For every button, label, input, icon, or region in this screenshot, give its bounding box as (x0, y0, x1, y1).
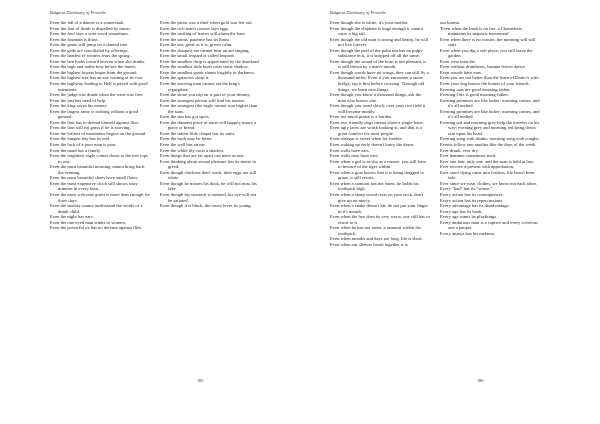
proverb-entry: Ever one hair, only one, and the man is bald at last. (440, 158, 534, 164)
proverb-entry: Even the hardest of winters fears the spring. (50, 53, 131, 59)
proverb-entry: Even the maid has a family. (50, 147, 101, 153)
proverb-entry: Even the lion will eat grass if he is starving. (50, 125, 131, 131)
proverb-entry: Even though she is white, it's your mother. (330, 20, 409, 25)
proverb-entry: Even the highest towers begin from the ground. (50, 69, 138, 75)
proverb-entry: Even the one-eyed man winks to women. (50, 219, 126, 225)
proverb-entry: Even when he has not eaten, a samurai wields his toothpick. (330, 225, 421, 236)
proverb-entry: Even the fool says a wise word sometimes. (50, 31, 130, 37)
proverb-entry: Even without drumbeats, banana leaves dance. (440, 64, 526, 70)
proverb-entry: Even the most beautiful shoes have small flaws. (50, 175, 139, 181)
proverb-entry: Every age wants its playthings. (440, 214, 498, 220)
proverb-entry: Even the lion has to defend himself against flies. (50, 119, 140, 125)
proverb-entry: Even though the old man is strong and hearty, he will not live forever. (330, 36, 429, 48)
proverb-entry: Even walls have ears. (330, 147, 370, 153)
proverb-entry: Even the fountain is thirst. (50, 36, 99, 42)
proverb-entry: Even ugly faces are worth looking at, and that is a great comfort for most people. (330, 125, 422, 136)
proverb-entry: Even though his stomach is satiated, his eye will not be satiated. (160, 191, 257, 203)
proverb-entry: Evening oats are good morning father. (440, 86, 511, 92)
proverb-entry: Even the sun has got spots. (160, 114, 210, 120)
proverb-entry: Even the fear of death is dispelled by music. (50, 25, 132, 31)
proverb-entry: Even the rich man's rooster lays eggs. (160, 25, 230, 31)
proverb-entry: Even two friendly dogs cannot share a single bone. (330, 119, 424, 125)
proverb-entry: Even the saints' patience has its limits. (160, 36, 231, 42)
proverb-entry: Even the most expensive clock still shows sixty minutes in every hour. (50, 180, 138, 192)
page-number: 185 (197, 378, 204, 383)
proverb-entry: Even though chickens don't wash, their eggs are still white. (160, 169, 257, 181)
proverb-entry: Ever since dying came into fashion, life hasn't been safe. (440, 169, 535, 181)
proverb-entry: Even waking up early doesn't hurry the dawn. (330, 142, 415, 148)
proverb-entry: Every ambitious man is a captive and every covetous one a pauper. (440, 219, 538, 231)
proverb-entry: Even the fall of a dancer is a somersault. (50, 20, 125, 25)
right-page-column-2 (440, 20, 540, 236)
proverb-entry: Even the rustling of leaves will alarm the hare. (160, 31, 246, 37)
proverb-entry: Even the strongest person will find his master. (160, 97, 245, 103)
proverb-entry: Even the white lily casts a shadow. (160, 147, 225, 153)
proverb-entry: Even the highway leading to Hell is paved with good intentions. (50, 81, 148, 92)
proverb-entry: Even when a girl is as shy as a mouse, you still have to beware of the tiger within. (330, 158, 427, 170)
proverb-entry: Even the judge was drunk when the wine was free. (50, 92, 144, 98)
proverb-entry: Even the stone you trip on is part of your destiny. (160, 92, 251, 98)
proverb-entry: Events follow one another like the days of the week. (440, 142, 537, 148)
proverb-entry: Even the small leopard is called leopard. (160, 53, 235, 59)
proverb-entry: Even the king saves his money. (50, 103, 108, 109)
proverb-entry: Even though the elephant is huge enough it cannot carry a big tail. (330, 25, 423, 37)
proverb-entry: Even when there is no rooster, the morning will still start. (440, 36, 536, 48)
proverb-entry: Even the truth may be bitter. (160, 136, 213, 142)
proverb-entry: Every anarya has his melania. (440, 230, 495, 236)
proverb-entry: Even the sparrows chirp it. (160, 75, 210, 81)
proverb-entry: Even vinegar is sweet when for freebie. (330, 136, 403, 142)
running-head: Bulgaria Dictionary of Proverbs (330, 10, 387, 15)
proverb-entry: Even too much praise is a burden. (330, 114, 393, 120)
running-head: Bulgaria Dictionary of Proverbs (50, 10, 107, 15)
proverb-entry: Even the starving man cannot eat the king's regurgitate. (160, 81, 240, 92)
proverb-entry: Even the smallest drop is appreciated by the drunkard. (160, 58, 260, 64)
proverb-entry: Even thinking about sexual pleasure has its motto in greed. (160, 158, 256, 170)
proverb-entry: Even when the hoe does its very worst, one still has to resort to it. (330, 214, 430, 225)
proverb-entry: Even the tiniest little chapel has its saint. (160, 130, 236, 136)
proverb-entry: Even the most welcome guest is more than enough for three days. (50, 191, 150, 203)
proverb-entry: Ever drunk, ever dry. (440, 147, 479, 153)
proverb-entry: 'Even when the bush is on fire, a Chameleon maintains its majestic movement' (440, 25, 522, 37)
proverb-entry: Every action has its repercussions. (440, 197, 504, 203)
proverb-entry: Ever since we wear clothes, we know not each other. (440, 180, 538, 186)
proverb-entry: Even the luck of a poor man is poor. (50, 142, 117, 148)
proverb-entry: Even the priest was a thief when gold was left out. (160, 20, 253, 25)
proverb-entry: Even your dog knows the homes of your friends. (440, 81, 530, 87)
proverb-entry: Even when a snake doesn't bit, do not put your finger in it's mouth. (330, 203, 428, 214)
proverb-entry: Even the most beautiful morning cannot bring back the evening. (50, 164, 145, 175)
proverb-entry: Even the sharpest ear cannot hear an ant singing. (160, 47, 250, 53)
proverb-entry: Even the smallest spark shines brightly in darkness. (160, 69, 255, 75)
proverb-entry: Even woods have ears. (440, 69, 483, 75)
proverb-entry: Even when you dig a soft place, you still leave the garden. (440, 47, 533, 59)
proverb-entry: Even the smallest little bush casts some shadow. (160, 64, 249, 70)
proverb-entry: Evening Orts is good morning-father. (440, 92, 509, 98)
proverb-entry: Even you are not better than the linen of Drako's wife. (440, 75, 540, 81)
proverb-entry: Even the night has ears. (50, 214, 94, 220)
proverb-entry: Even though the sound of the horn is not pleasant, it is still blown by a man's mouth. (330, 58, 426, 70)
proverb-entry: Evening promises are like butter: morning comes, and it's all melted. (440, 108, 540, 120)
proverb-entry: Even when a sharp sword rests on your neck, don't give up on mercy. (330, 191, 424, 203)
proverb-entry: Even the highest tree has an axe waiting at its root. (50, 75, 144, 81)
proverb-entry: Every advantage has its disadvantage. (440, 203, 510, 209)
proverb-entry: Even when our sleeves brush together it is (330, 241, 408, 247)
proverb-entry: Even when a goat knows that it is being dragged to graze, it still resists. (330, 169, 424, 181)
proverb-entry: Even when months and days are long, life is short. (330, 236, 423, 242)
proverb-entry: Even the goats will jump on a slanted tree. (50, 42, 129, 48)
right-page (300, 0, 600, 424)
proverb-entry: our karma. (440, 20, 460, 25)
proverb-entry: Every age has its book. (440, 208, 483, 214)
proverb-entry: Even the strongest (the eagle cannot soar higher than the stars. (160, 103, 258, 114)
proverb-entry: Even the largest army is nothing without a good general. (50, 108, 139, 120)
left-page-column-2 (160, 20, 260, 209)
proverb-entry: Even the sea, great as it is, grows calm. (160, 42, 233, 48)
proverb-entry: Even though words have no wings, they can still fly a thousand miles. Even if you encounter a stone bridge, tap it first before crossing. Through old things, we learn new things. (330, 69, 429, 92)
proverb-entry: Even the wall has an ear. (160, 142, 206, 148)
proverb-entry: Even the just has need of help. (50, 97, 107, 103)
proverb-entry: Even though you know a thousand things, ask the man who knows one. (330, 92, 422, 103)
proverb-entry: Even though it is black, the raven loves its young. (160, 203, 252, 209)
proverb-entry: Even the hen looks toward heaven when she drinks. (50, 58, 146, 64)
proverb-entry: Even when a samurai has not eaten, he holds his toothpick high. (330, 180, 419, 192)
proverb-entry: Even though he misses his duck, he will not miss his lake. (160, 180, 257, 192)
proverb-entry: Every "bad" has its "worse." (440, 186, 493, 192)
proverb-entry: Ever receive a present with approbation. (440, 164, 515, 170)
proverb-entry: Even the gods are conciliated by offerings. (50, 47, 129, 53)
proverb-entry: Every action has its consequences. (440, 191, 504, 197)
left-page-column-1 (50, 20, 150, 231)
proverb-entry: Even the longest day has its end. (50, 136, 111, 142)
proverb-entry: Even wise men die. (440, 58, 476, 64)
proverb-entry: Even the thinnest piece of meat will happily marry a piece of bread. (160, 119, 257, 131)
proverb-entry: Evening song with drinks; morning song with coughs. (440, 136, 540, 142)
page-number: 186 (477, 378, 484, 383)
proverb-entry: Evening red and morning grey help the traveler on his way; evening grey and morning red bring down rain upon his head. (440, 119, 540, 136)
proverb-entry: Even the loftiest of mountains begins on the ground. (50, 130, 147, 136)
proverb-entry: Even the high and noble bow before the butter. (50, 64, 137, 70)
proverb-entry: Evening promises are like butter: morning comes, and it's all melted. (440, 97, 540, 109)
proverb-entry: Even the mightiest eagle comes down to the tree tops to rest. (50, 153, 148, 164)
proverb-entry: Even the powerful ox has no defense against flies. (50, 225, 143, 231)
proverb-entry: Even things that are far apart can meet as one. (160, 153, 245, 159)
proverb-entry: Even though the peel of the palm nut has no pulpy substance in it, it is stripped off all the same. (330, 47, 423, 59)
proverb-entry: Even walls may have ears. (330, 153, 379, 159)
proverb-entry: Even though you tread slowly over your rice field it will become muddy. (330, 103, 426, 114)
right-page-column-1 (330, 20, 430, 247)
proverb-entry: Even the mother cannot understand the words of a dumb child. (50, 203, 143, 214)
proverb-entry: Ever hemmer sometimes nods. (440, 153, 497, 159)
